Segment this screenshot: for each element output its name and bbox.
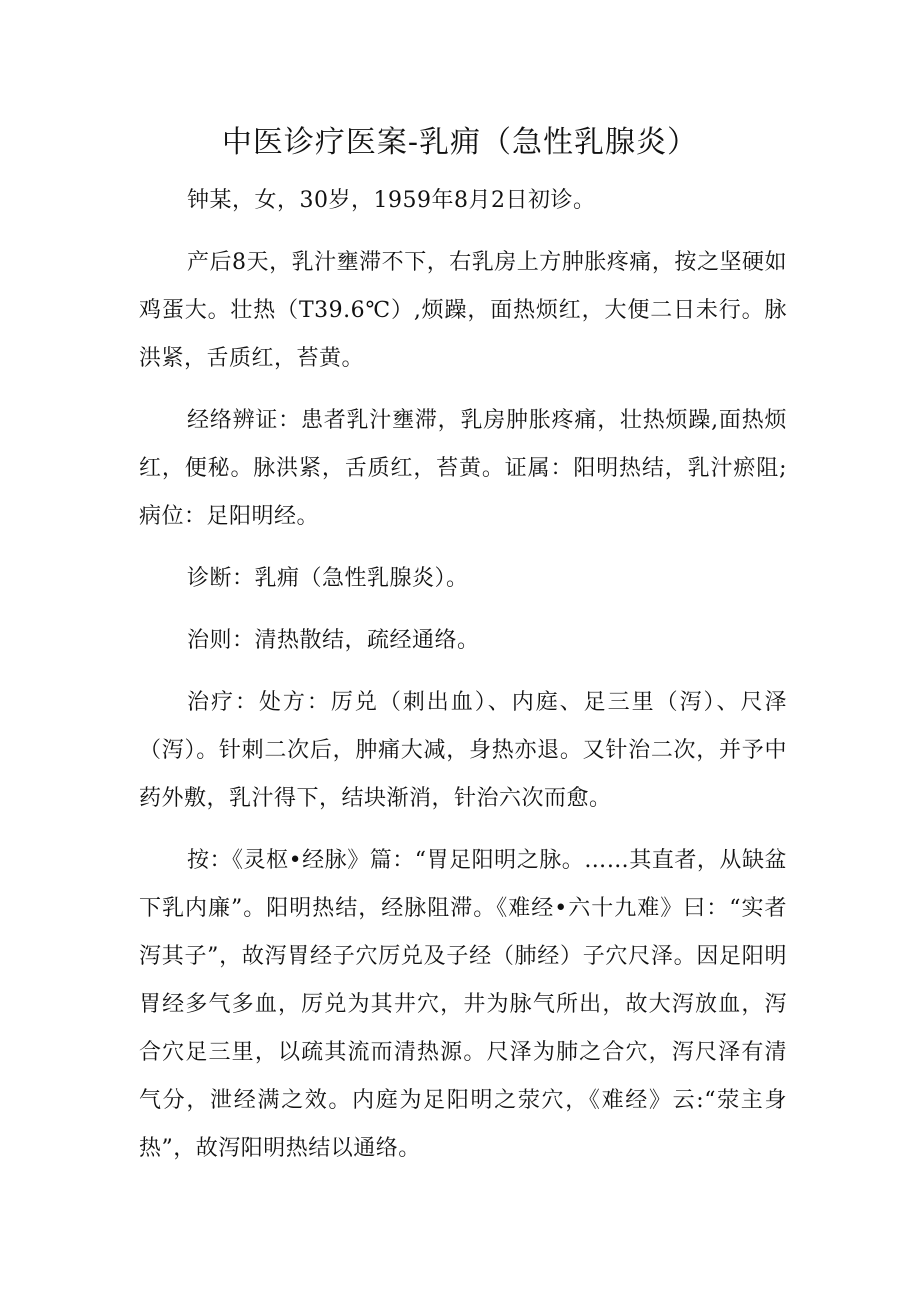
symptoms-paragraph: 产后8天，乳汁壅滞不下，右乳房上方肿胀疼痛，按之坚硬如鸡蛋大。壮热（T39.6℃）,烦躁，面热烦红，大便二日未行。脉洪紧，舌质红，苔黄。 <box>139 250 787 371</box>
document-body <box>139 177 787 1187</box>
meridian-differentiation-paragraph: 经络辨证：患者乳汁壅滞，乳房肿胀疼痛，壮热烦躁,面热烦红，便秘。脉洪紧，舌质红，苔黄。证属：阳明热结，乳汁瘀阻;病位：足阳明经。 <box>139 408 787 529</box>
patient-info-paragraph: 钟某，女，30岁，1959年8月2日初诊。 <box>187 188 596 213</box>
treatment-paragraph: 治疗：处方：厉兑（刺出血）、内庭、足三里（泻）、尺泽（泻）。针刺二次后，肿痛大减，身热亦退。又针治二次，并予中药外敷，乳汁得下，结块渐消，针治六次而愈。 <box>139 690 787 811</box>
treatment-principle-paragraph: 治则：清热散结，疏经通络。 <box>187 628 480 653</box>
document-title: 中医诊疗医案-乳痈（急性乳腺炎） <box>221 125 699 160</box>
commentary-paragraph: 按：《灵枢•经脉》篇：“胃足阳明之脉。……其直者，从缺盆下乳内廉”。阳明热结，经脉阻滞。《难经•六十九难》曰：“实者泻其子”，故泻胃经子穴厉兑及子经（肺经）子穴尺泽。因足阳明胃经多气多血，厉兑为其井穴，井为脉气所出，故大泻放血，泻合穴足三里，以疏其流而清热源。尺泽为肺之合穴，泻尺泽有清气分，泄经满之效。内庭为足阳明之荥穴，《难经》云:“荥主身热”，故泻阳明热结以通络。 <box>139 848 787 1161</box>
diagnosis-paragraph: 诊断：乳痈（急性乳腺炎）。 <box>187 566 469 591</box>
